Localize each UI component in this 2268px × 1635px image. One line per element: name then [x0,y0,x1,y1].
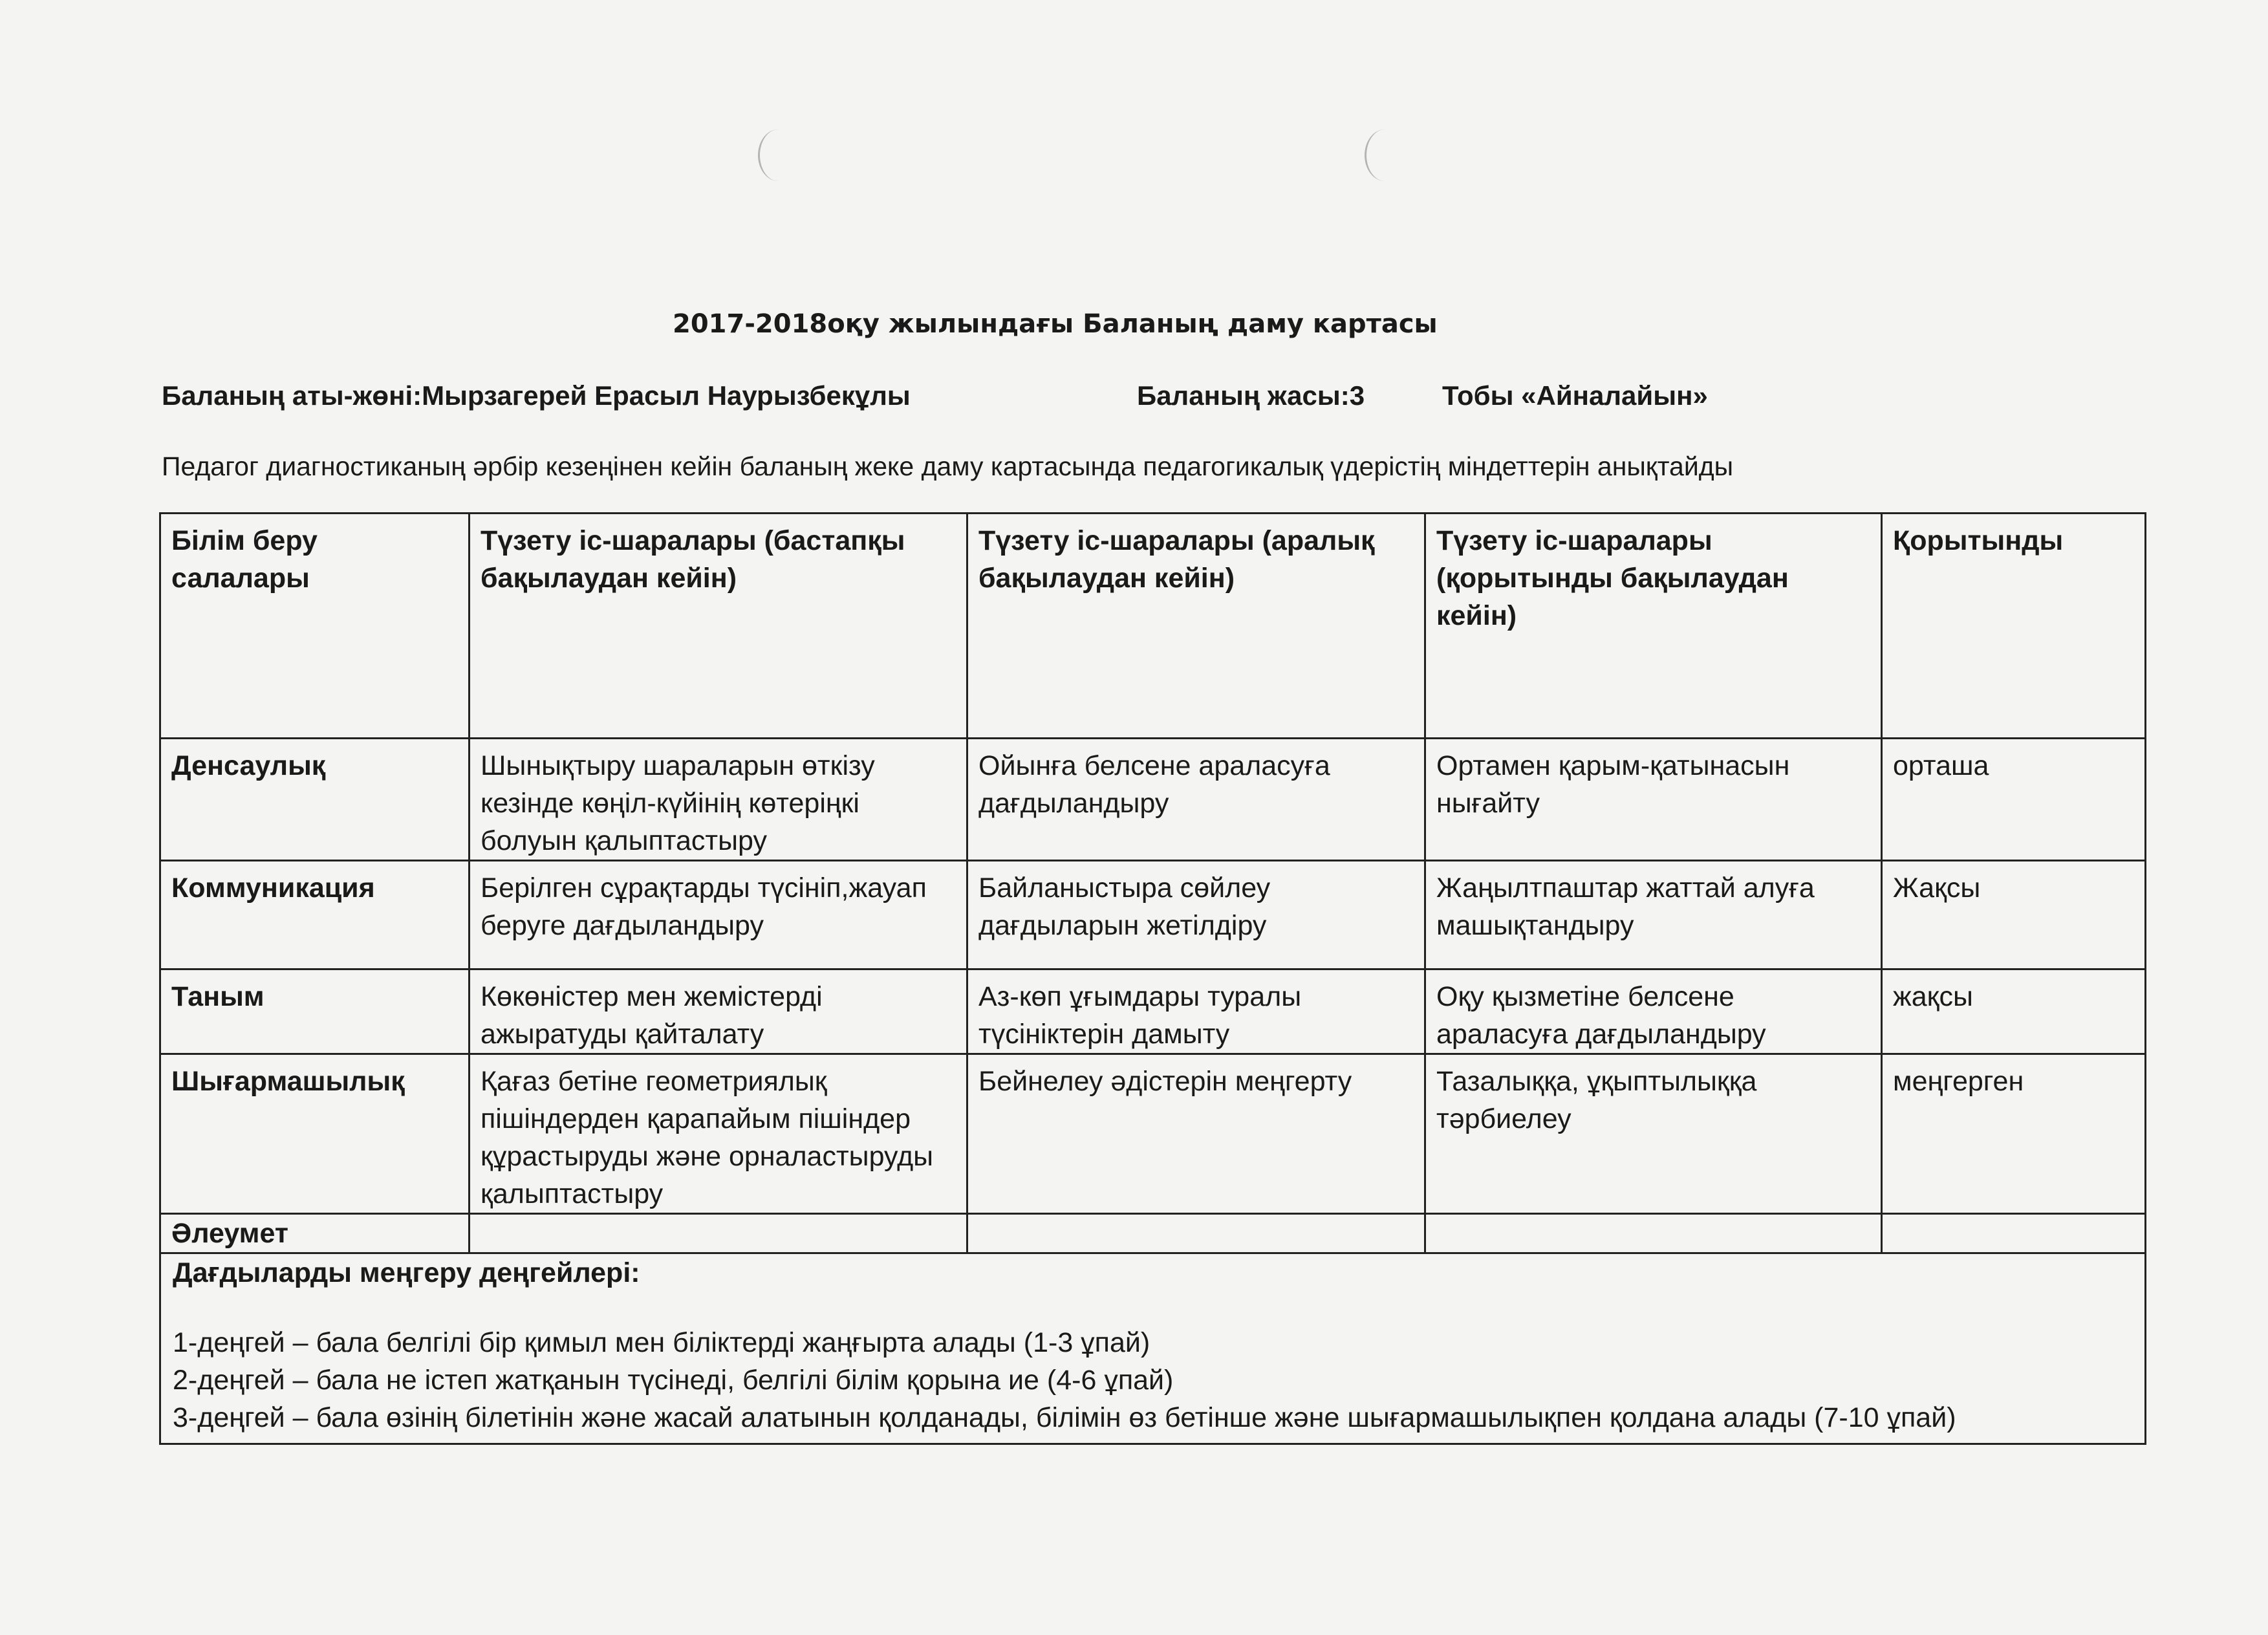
header-intermediate-measures: Түзету іс-шаралары (аралық бақылаудан кейін) [967,514,1425,739]
area-cell: Әлеумет [160,1214,470,1253]
intermediate-measure-cell: Ойынға белсене араласуға дағдыландыру [967,739,1425,861]
table-row [160,739,2146,861]
result-cell: Жақсы [1882,861,2146,969]
document-title: 2017-2018оқу жылындағы Баланың даму картасы [673,309,1438,339]
area-cell: Коммуникация [160,861,470,969]
skill-level-item: 2-деңгей – бала не істеп жатқанын түсінеді, белгілі білім қорына ие (4-6 ұпай) [173,1365,1174,1396]
skill-levels-cell [160,1253,2146,1444]
area-cell: Таным [160,969,470,1054]
table-row [160,969,2146,1054]
skill-level-item: 1-деңгей – бала белгілі бір қимыл мен біліктерді жаңғырта алады (1-3 ұпай) [173,1327,1150,1358]
header-final-measures: Түзету іс-шаралары (қорытынды бақылаудан кейін) [1425,514,1882,739]
initial-measure-cell: Берілген сұрақтарды түсініп,жауап беруге дағдыландыру [470,861,967,969]
initial-measure-cell: Қағаз бетіне геометриялық пішіндерден қарапайым пішіндер құрастыруды және орналастыруды қалыптастыру [470,1054,967,1214]
skill-levels-row [160,1253,2146,1444]
header-result: Қорытынды [1882,514,2146,739]
child-info-line [162,380,1708,411]
skill-levels-title: Дағдыларды меңгеру деңгейлері: [173,1257,640,1288]
initial-measure-cell: Шынықтыру шараларын өткізу кезінде көңіл-күйінің көтеріңкі болуын қалыптастыру [470,739,967,861]
header-education-areas: Білім беру салалары [160,514,470,739]
initial-measure-cell: Көкөністер мен жемістерді ажыратуды қайталату [470,969,967,1054]
area-cell: Шығармашылық [160,1054,470,1214]
final-measure-cell: Оқу қызметіне белсене араласуға дағдыландыру [1425,969,1882,1054]
final-measure-cell: Тазалыққа, ұқыптылыққа тәрбиелеу [1425,1054,1882,1214]
skill-level-item: 3-деңгей – бала өзінің білетінін және жасай алатынын қолданады, білімін өз бетінше және шығармашылықпен қолдана алады (7-10 ұпай) [173,1402,1956,1433]
initial-measure-cell [470,1214,967,1253]
child-age: Баланың жасы:3 [1137,380,1365,411]
result-cell: меңгерген [1882,1054,2146,1214]
result-cell: жақсы [1882,969,2146,1054]
intermediate-measure-cell [967,1214,1425,1253]
child-group: Тобы «Айналайын» [1442,380,1708,411]
table-row [160,1054,2146,1214]
table-header-row [160,514,2146,739]
final-measure-cell [1425,1214,1882,1253]
intermediate-measure-cell: Аз-көп ұғымдары туралы түсініктерін дамыту [967,969,1425,1054]
punch-hole-mark [758,129,799,181]
table-row [160,861,2146,969]
table-row [160,1214,2146,1253]
intermediate-measure-cell: Бейнелеу әдістерін меңгерту [967,1054,1425,1214]
punch-hole-mark [1365,129,1405,181]
header-initial-measures: Түзету іс-шаралары (бастапқы бақылаудан кейін) [470,514,967,739]
development-card-table [159,512,2146,1445]
final-measure-cell: Ортамен қарым-қатынасын нығайту [1425,739,1882,861]
intro-text: Педагог диагностиканың әрбір кезеңінен кейін баланың жеке даму картасында педагогикалық үдерістің міндеттерін анықтайды [162,451,1734,481]
final-measure-cell: Жаңылтпаштар жаттай алуға машықтандыру [1425,861,1882,969]
area-cell: Денсаулық [160,739,470,861]
result-cell: орташа [1882,739,2146,861]
result-cell [1882,1214,2146,1253]
intermediate-measure-cell: Байланыстыра сөйлеу дағдыларын жетілдіру [967,861,1425,969]
child-name: Баланың аты-жөні:Мырзагерей Ерасыл Наурызбекұлы [162,380,911,411]
